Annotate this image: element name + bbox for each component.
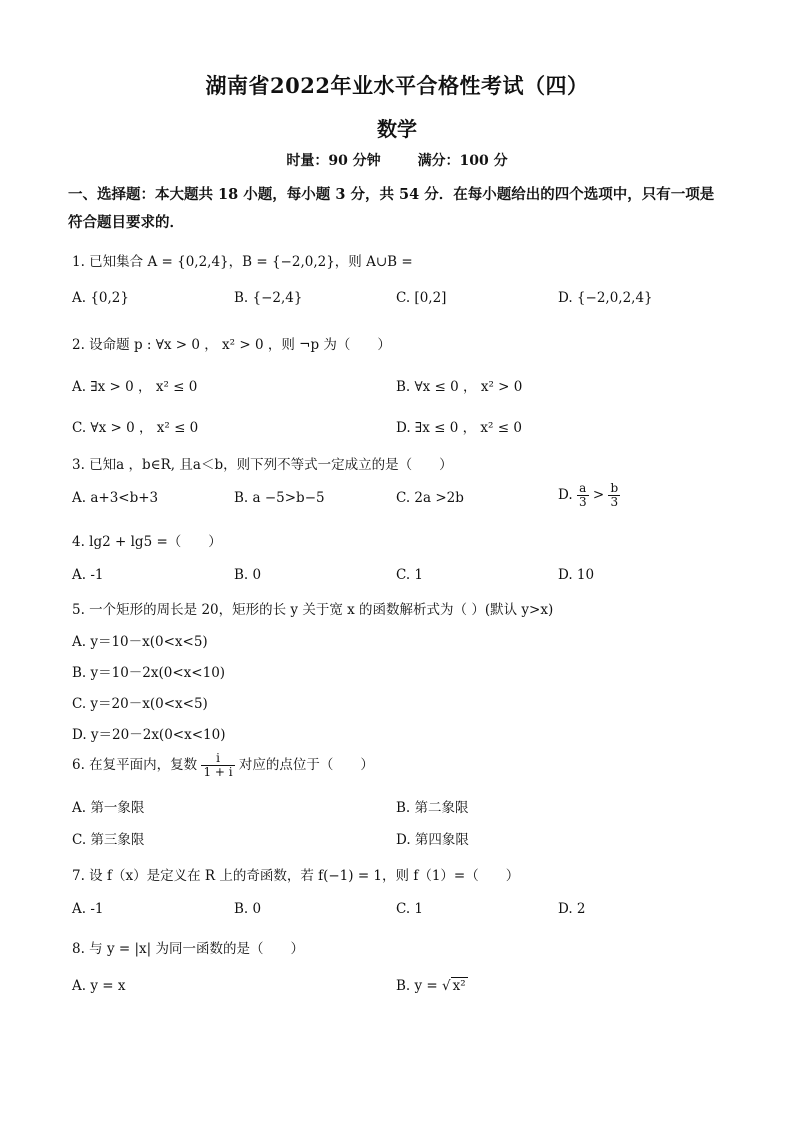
question-6-stem-suffix: 对应的点位于（ ） [238,757,374,773]
question-7-option-a: A. -1 [72,901,104,917]
question-8-option-b [396,978,468,994]
section-heading: 一、选择题：本大题共 18 小题，每小题 3 分，共 54 分．在每小题给出的四个选项中，只有一项是符合题目要求的． [68,186,715,231]
question-1-stem: 1. 已知集合 A = {0,2,4}，B = {−2,0,2}，则 A∪B = [72,254,413,270]
question-6-option-d: D. 第四象限 [396,832,469,848]
question-2-option-b: B. ∀x ≤ 0 ， x² > 0 [396,379,523,395]
fraction-numerator: a [577,482,589,496]
question-5-stem: 5. 一个矩形的周长是 20，矩形的长 y 关于宽 x 的函数解析式为（ ）(默认 y>x) [72,602,554,618]
page-title: 湖南省2022年业水平合格性考试（四） [205,73,589,98]
question-3-option-a: A. a+3<b+3 [72,490,159,506]
question-8-option-a: A. y = x [72,978,126,994]
question-4-option-a: A. -1 [72,567,104,583]
question-1-option-d: D. {−2,0,2,4} [558,290,653,306]
question-6-option-c: C. 第三象限 [72,832,145,848]
question-4-option-b: B. 0 [234,567,262,583]
exam-info [0,150,794,170]
question-2-option-d: D. ∃x ≤ 0 ， x² ≤ 0 [396,420,522,436]
question-5-option-d: D. y＝20－2x(0<x<10) [72,727,226,743]
question-7-option-d: D. 2 [558,901,586,917]
question-5-option-a: A. y＝10－x(0<x<5) [72,634,208,650]
question-4-option-c: C. 1 [396,567,424,583]
fraction-numerator: i [201,752,234,766]
time-limit: 时量：90 分钟 [286,153,381,169]
question-2-option-a: A. ∃x > 0 ， x² ≤ 0 [72,379,198,395]
fraction-denominator: 3 [610,495,619,509]
fraction-denominator: 1 + i [203,765,233,779]
sqrt-argument: x² [452,978,466,994]
question-1-option-b: B. {−2,4} [234,290,303,306]
question-4-option-d: D. 10 [558,567,595,583]
fraction-denominator: 3 [578,495,587,509]
question-7-option-b: B. 0 [234,901,262,917]
question-8-option-b-label: B. y = [396,978,438,994]
question-5-option-b: B. y＝10－2x(0<x<10) [72,665,226,681]
question-3-option-b: B. a −5>b−5 [234,490,325,506]
fraction-numerator: b [610,481,619,495]
question-6-option-a: A. 第一象限 [72,800,145,816]
fraction-i-over-1-plus-i [201,752,234,779]
question-3-option-c: C. 2a >2b [396,490,464,506]
question-3-option-d [558,482,620,509]
question-6-option-b: B. 第二象限 [396,800,469,816]
question-7-stem: 7. 设 f（x）是定义在 R 上的奇函数，若 f(−1) = 1，则 f（1）=（ ） [72,868,520,884]
question-1-option-a: A. {0,2} [72,290,129,306]
question-2-option-c: C. ∀x > 0 ， x² ≤ 0 [72,420,199,436]
question-8-stem: 8. 与 y = |x| 为同一函数的是（ ） [72,941,304,957]
question-3-stem: 3. 已知a ，b∈R, 且a＜b，则下列不等式一定成立的是（ ） [72,457,453,473]
sqrt-sign: √ [442,978,451,994]
question-6-stem-prefix: 6. 在复平面内，复数 [72,757,198,773]
question-4-stem: 4. lg2 + lg5 =（ ） [72,534,222,550]
fraction-b-over-3 [608,482,620,509]
question-5-option-c: C. y＝20－x(0<x<5) [72,696,208,712]
subject-title: 数学 [377,117,417,141]
full-score: 满分：100 分 [417,153,508,169]
question-3-option-d-label: D. [558,487,573,503]
question-1-option-c: C. [0,2] [396,290,447,306]
greater-than-sign: > [592,487,605,503]
question-6-stem [72,752,374,779]
question-7-option-c: C. 1 [396,901,424,917]
fraction-a-over-3 [577,482,589,509]
question-2-stem: 2. 设命题 p : ∀x > 0 ， x² > 0 ，则 ¬p 为（ ） [72,337,391,353]
